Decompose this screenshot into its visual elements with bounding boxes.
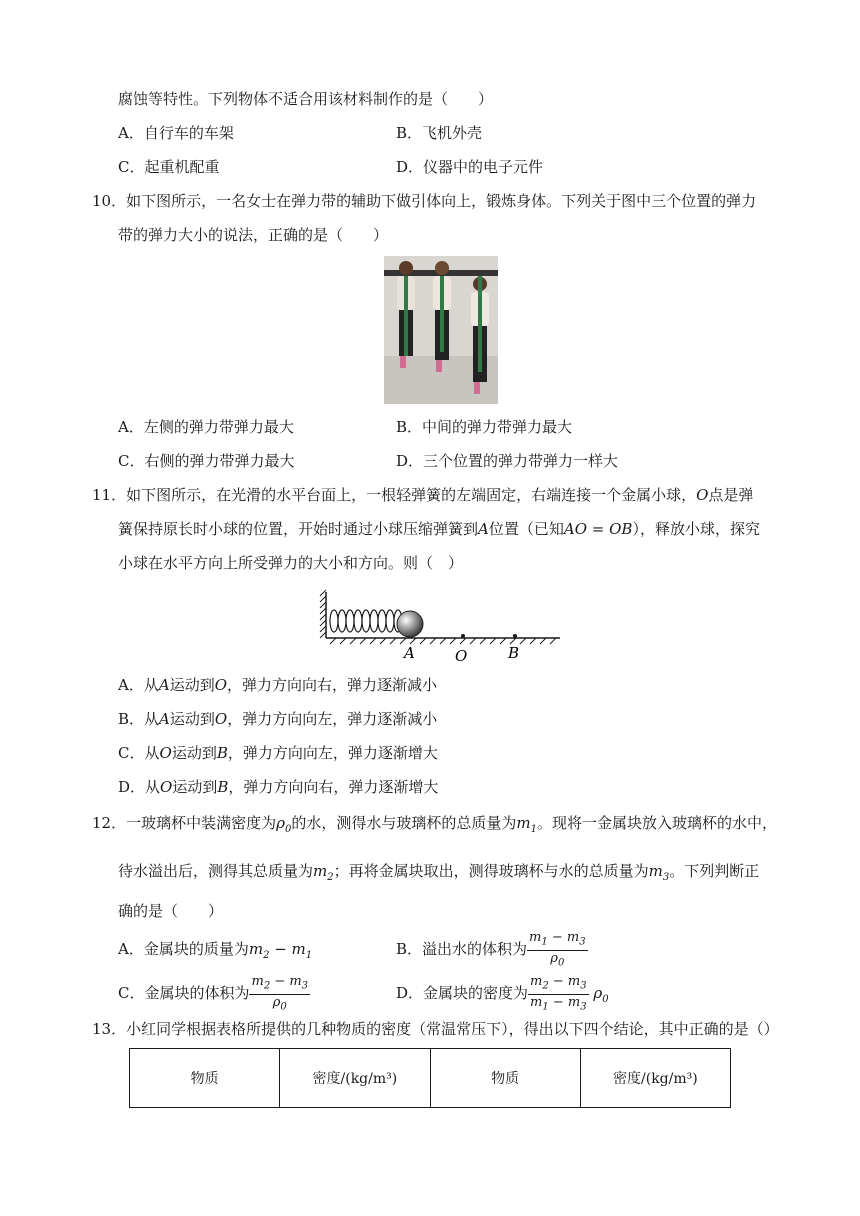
q13-stem: 13．小红同学根据表格所提供的几种物质的密度（常温常压下），得出以下四个结论，其中正确的是（） bbox=[92, 1020, 779, 1038]
q10-option-c: C．右侧的弹力带弹力最大 bbox=[118, 452, 295, 470]
q10-option-a: A．左侧的弹力带弹力最大 bbox=[118, 418, 294, 436]
table-header-row bbox=[130, 1049, 731, 1108]
q12-option-d: D．金属块的密度为 $\frac{m_2 - m_3}{m_1 - m_3}$ $\rho_0$ bbox=[396, 973, 609, 1013]
q9-option-c: C．起重机配重 bbox=[118, 158, 220, 176]
table-header-cell: 密度/(kg/m³) bbox=[580, 1049, 730, 1108]
q11-option-b: B．从A运动到O，弹力方向向左，弹力逐渐减小 bbox=[118, 710, 438, 728]
spring-diagram bbox=[318, 588, 564, 664]
q11-option-c: C．从O运动到B，弹力方向向左，弹力逐渐增大 bbox=[118, 744, 438, 762]
q11-stem-line3: 小球在水平方向上所受弹力的大小和方向。则（ ） bbox=[118, 554, 464, 572]
q10-stem-line1: 10．如下图所示，一名女士在弹力带的辅助下做引体向上，锻炼身体。下列关于图中三个位置的弹力 bbox=[92, 192, 757, 210]
q11-stem-line1: 11．如下图所示，在光滑的水平台面上，一根轻弹簧的左端固定，右端连接一个金属小球，O点是弹 bbox=[92, 486, 754, 504]
q12-option-b: B．溢出水的体积为 $\frac{m_1 - m_3}{\rho_0}$ bbox=[396, 929, 586, 969]
q11-option-d: D．从O运动到B，弹力方向向右，弹力逐渐增大 bbox=[118, 778, 439, 796]
q9-stem: 腐蚀等特性。下列物体不适合用该材料制作的是（ ） bbox=[118, 90, 494, 108]
q10-stem-line2: 带的弹力大小的说法，正确的是（ ） bbox=[118, 226, 389, 244]
q12-option-a: A．金属块的质量为$m_2 - m_1$ bbox=[118, 940, 313, 961]
table-header-cell: 物质 bbox=[430, 1049, 580, 1108]
pullup-photo bbox=[384, 256, 498, 404]
q11-stem-line2: 簧保持原长时小球的位置，开始时通过小球压缩弹簧到A位置（已知AO = OB），释放小球，探究 bbox=[118, 520, 760, 538]
table-header-cell: 物质 bbox=[130, 1049, 280, 1108]
q10-option-b: B．中间的弹力带弹力最大 bbox=[396, 418, 573, 436]
label-o: O bbox=[455, 647, 468, 664]
table-header-cell: 密度/(kg/m³) bbox=[280, 1049, 430, 1108]
q12-stem-line3: 确的是（ ） bbox=[118, 902, 224, 920]
density-table bbox=[129, 1048, 731, 1108]
label-b: B bbox=[508, 644, 520, 662]
q9-option-b: B．飞机外壳 bbox=[396, 124, 483, 142]
q10-option-d: D．三个位置的弹力带弹力一样大 bbox=[396, 452, 619, 470]
q9-option-d: D．仪器中的电子元件 bbox=[396, 158, 544, 176]
q12-stem-line1: 12．一玻璃杯中装满密度为$\rho_0$的水，测得水与玻璃杯的总质量为$m_1$。现将一金属块放入玻璃杯的水中， bbox=[92, 814, 777, 835]
q11-option-a: A．从A运动到O，弹力方向向右，弹力逐渐减小 bbox=[118, 676, 438, 694]
q12-stem-line2: 待水溢出后，测得其总质量为$m_2$；再将金属块取出，测得玻璃杯与水的总质量为$m_3$。下列判断正 bbox=[118, 862, 760, 883]
q12-option-c: C．金属块的体积为 $\frac{m_2 - m_3}{\rho_0}$ bbox=[118, 973, 309, 1013]
q9-option-a: A．自行车的车架 bbox=[118, 124, 234, 142]
label-a: A bbox=[404, 644, 415, 662]
